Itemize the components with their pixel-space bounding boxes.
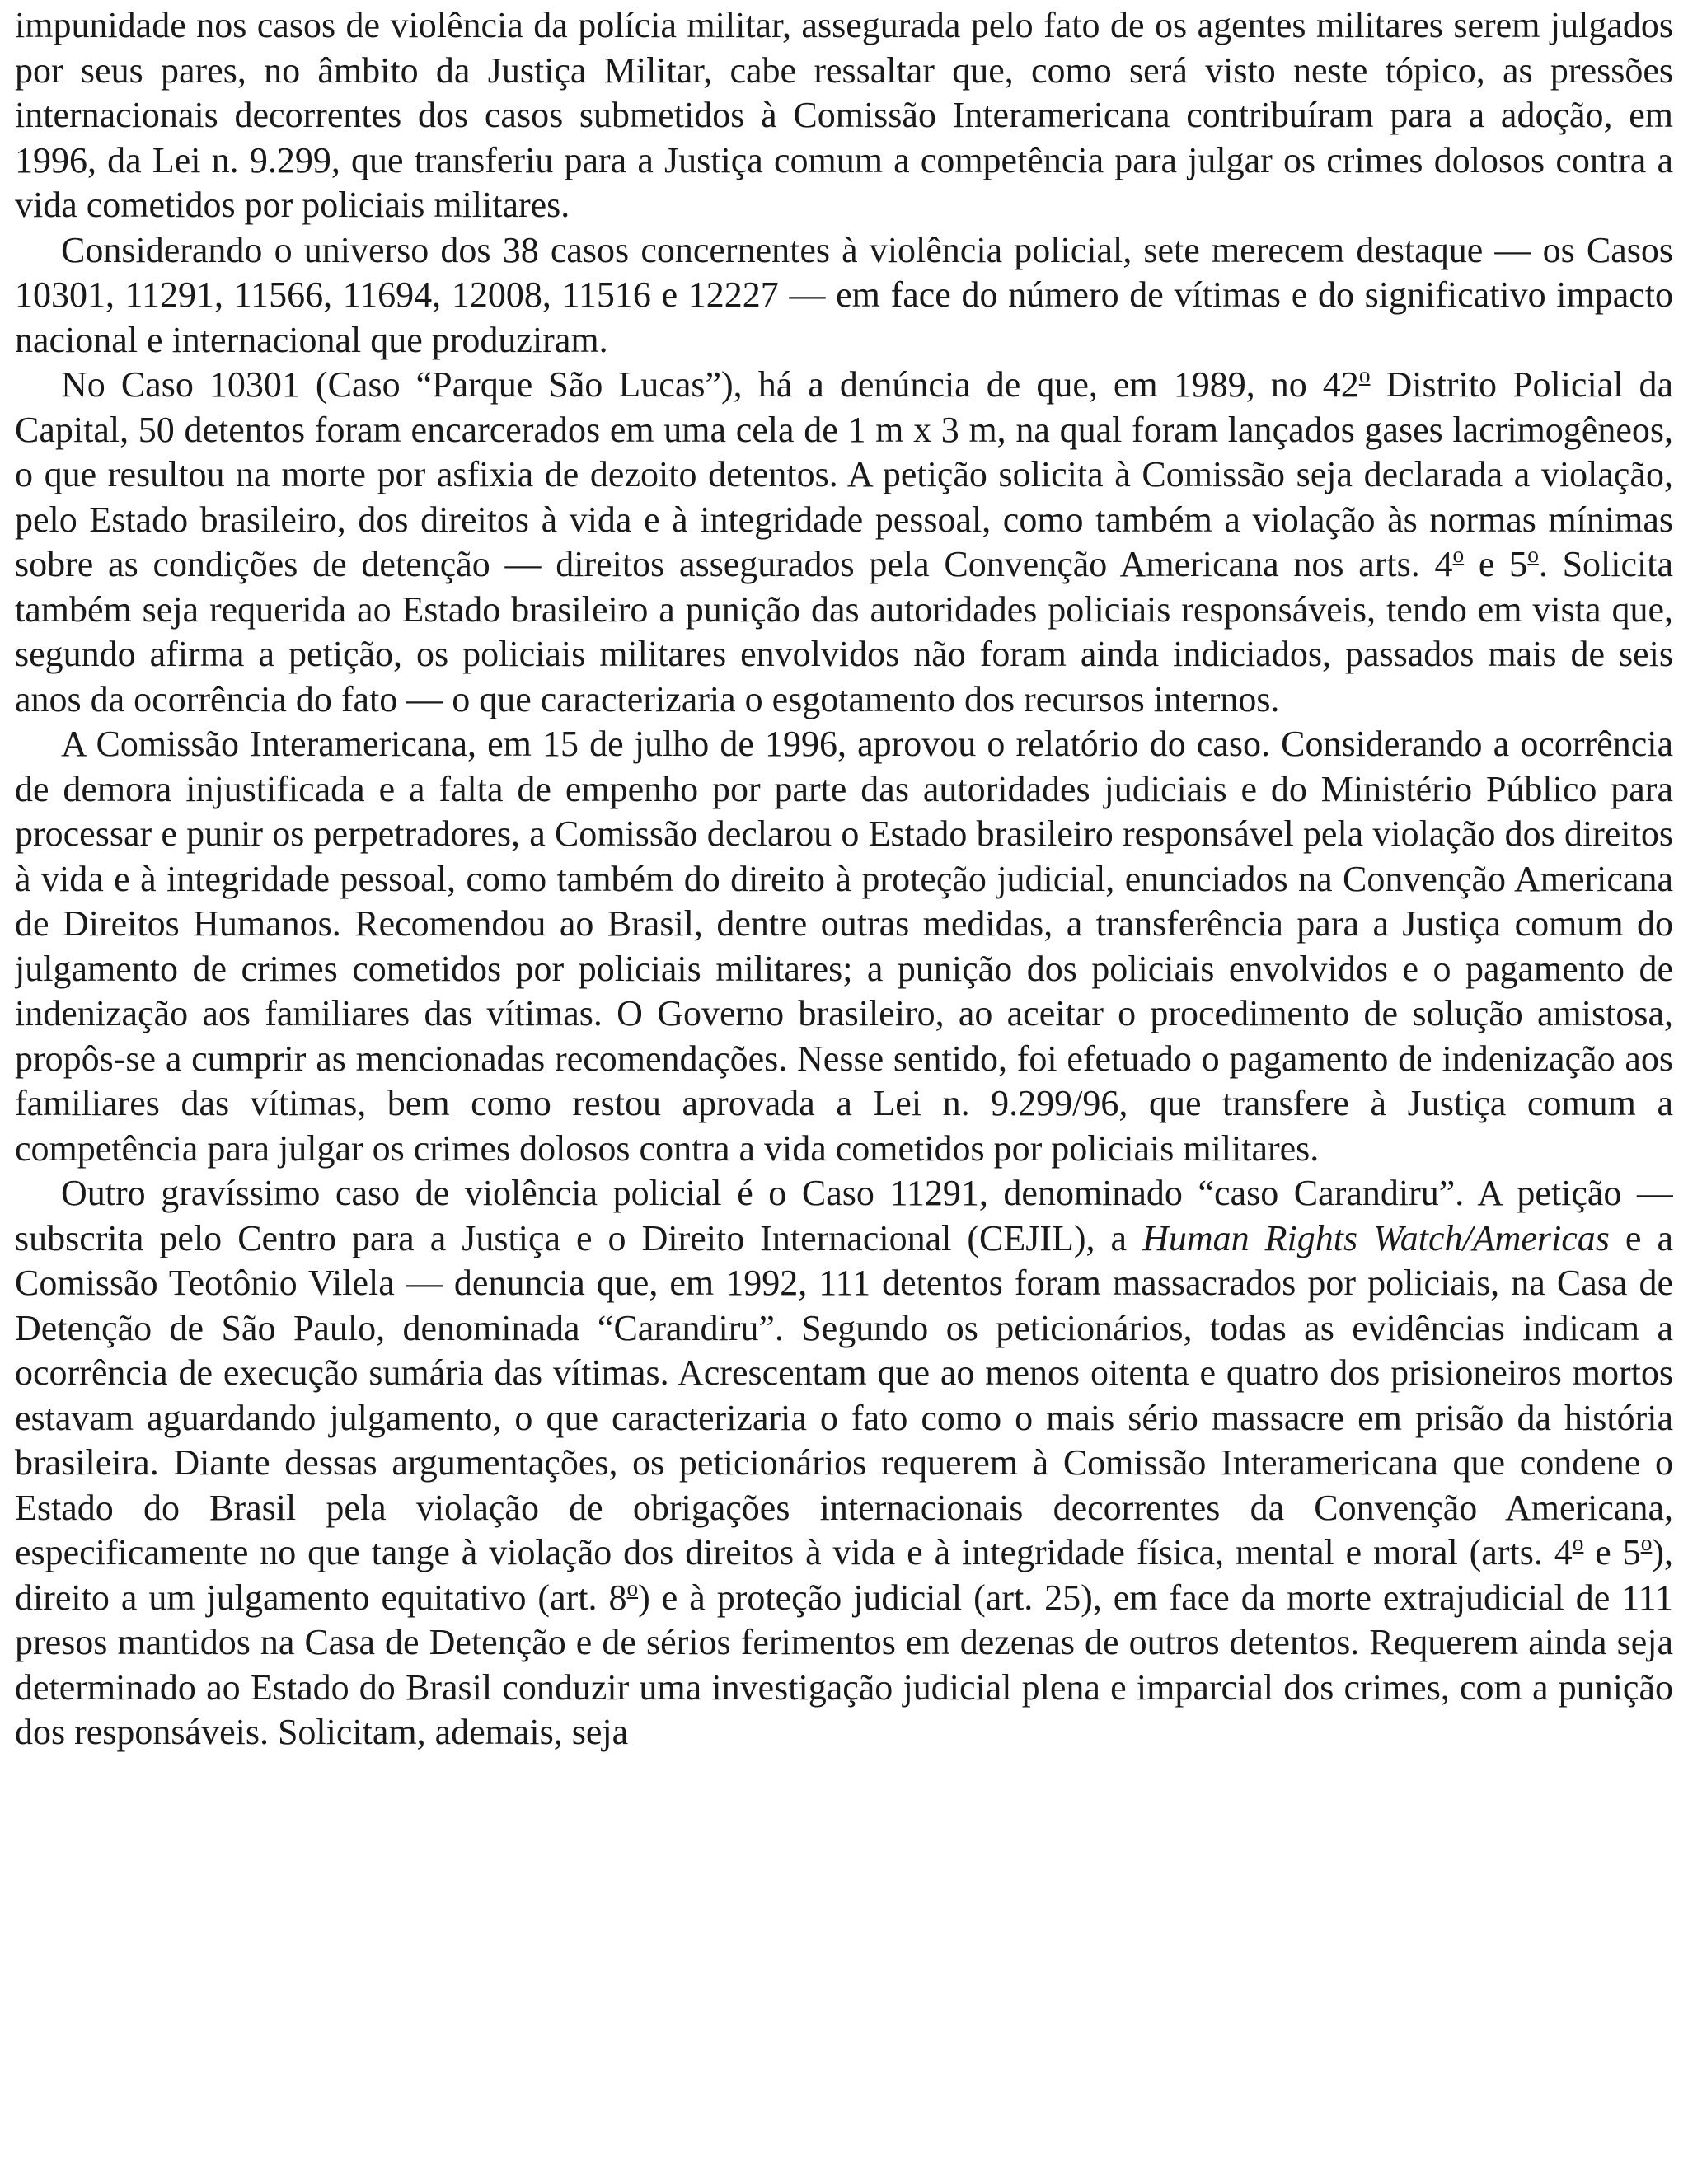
text-segment: . Solicita também seja requerida ao Estado brasileiro a punição das autoridades policiais responsáveis, tendo em vista que, segundo afirma a petição, os policiais militares envolvidos não foram ainda indiciados, passados mais de seis anos da ocorrência do fato — o que caracterizaria o esgotamento dos recursos internos. — [15, 544, 1673, 719]
paragraph-3 — [15, 363, 1673, 722]
italic-publication-name: Human Rights Watch/Americas — [1142, 1217, 1610, 1258]
text-segment: impunidade nos casos de violência da polícia militar, assegurada pelo fato de os agentes militares serem julgados por seus pares, no âmbito da Justiça Militar, cabe ressaltar que, como será visto neste tópico, as pressões internacionais decorrentes dos casos submetidos à Comissão Interamericana contribuíram para a adoção, em 1996, da Lei n. 9.299, que transferiu para a Justiça comum a competência para julgar os crimes dolosos contra a vida cometidos por policiais militares. — [15, 5, 1673, 225]
paragraph-1 — [15, 3, 1673, 228]
text-segment: e 5 — [1464, 544, 1528, 584]
text-segment: No Caso 10301 (Caso “Parque São Lucas”), há a denúncia de que, em 1989, no 42 — [61, 364, 1359, 405]
ordinal-indicator: o — [1527, 542, 1539, 568]
text-segment: e a Comissão Teotônio Vilela — denuncia que, em 1992, 111 detentos foram massacrados por policiais, na Casa de Detenção de São Paulo, denominada “Carandiru”. Segundo os peticionários, todas as evidências indicam a ocorrência de execução sumária das vítimas. Acrescentam que ao menos oitenta e quatro dos prisioneiros mortos estavam aguardando julgamento, o que caracterizaria o fato como o mais sério massacre em prisão da história brasileira. Diante dessas argumentações, os peticionários requerem à Comissão Interamericana que condene o Estado do Brasil pela violação de obrigações internacionais decorrentes da Convenção Americana, especificamente no que tange à violação dos direitos à vida e à integridade física, mental e moral (arts. 4 — [15, 1217, 1673, 1572]
text-segment: A Comissão Interamericana, em 15 de julho de 1996, aprovou o relatório do caso. Considerando a ocorrência de demora injustificada e a falta de empenho por parte das autoridades judiciais e do Ministério Público para processar e punir os perpetradores, a Comissão declarou o Estado brasileiro responsável pela violação dos direitos à vida e à integridade pessoal, como também do direito à proteção judicial, enunciados na Convenção Americana de Direitos Humanos. Recomendou ao Brasil, dentre outras medidas, a transferência para a Justiça comum do julgamento de crimes cometidos por policiais militares; a punição dos policiais envolvidos e o pagamento de indenização aos familiares das vítimas. O Governo brasileiro, ao aceitar o procedimento de solução amistosa, propôs-se a cumprir as mencionadas recomendações. Nesse sentido, foi efetuado o pagamento de indenização aos familiares das vítimas, bem como restou aprovada a Lei n. 9.299/96, que transfere à Justiça comum a competência para julgar os crimes dolosos contra a vida cometidos por policiais militares. — [15, 724, 1673, 1169]
text-segment: e 5 — [1583, 1532, 1641, 1572]
ordinal-indicator: o — [1358, 363, 1371, 388]
text-segment: Outro gravíssimo caso de violência policial é o Caso 11291, denominado “caso Carandiru”. A petição — subscrita pelo Centro para a Justiça e o Direito Internacional (CEJIL), a — [15, 1173, 1673, 1258]
document-page — [15, 3, 1673, 2179]
text-segment: Considerando o universo dos 38 casos concernentes à violência policial, sete merecem destaque — os Casos 10301, 11291, 11566, 11694, 12008, 11516 e 12227 — em face do número de vítimas e do significativo impacto nacional e internacional que produziram. — [15, 229, 1673, 360]
paragraph-4 — [15, 722, 1673, 1171]
text-segment: Distrito Policial da Capital, 50 detentos foram encarcerados em uma cela de 1 m x 3 m, na qual foram lançados gases lacrimogêneos, o que resultou na morte por asfixia de dezoito detentos. A petição solicita à Comissão seja declarada a violação, pelo Estado brasileiro, dos direitos à vida e à integridade pessoal, como também a violação às normas mínimas sobre as condições de detenção — direitos assegurados pela Convenção Americana nos arts. 4 — [15, 364, 1673, 584]
text-segment: ) e à proteção judicial (art. 25), em face da morte extrajudicial de 111 presos mantidos na Casa de Detenção e de sérios ferimentos em dezenas de outros detentos. Requerem ainda seja determinado ao Estado do Brasil conduzir uma investigação judicial plena e imparcial dos crimes, com a punição dos responsáveis. Solicitam, ademais, seja — [15, 1577, 1673, 1752]
ordinal-indicator: o — [1452, 542, 1465, 568]
ordinal-indicator: o — [1572, 1530, 1584, 1556]
ordinal-indicator: o — [626, 1575, 639, 1601]
paragraph-5 — [15, 1171, 1673, 1755]
ordinal-indicator: o — [1640, 1530, 1653, 1556]
paragraph-2 — [15, 228, 1673, 363]
text-segment: ), direito a um julgamento equitativo (art. 8 — [15, 1532, 1673, 1618]
